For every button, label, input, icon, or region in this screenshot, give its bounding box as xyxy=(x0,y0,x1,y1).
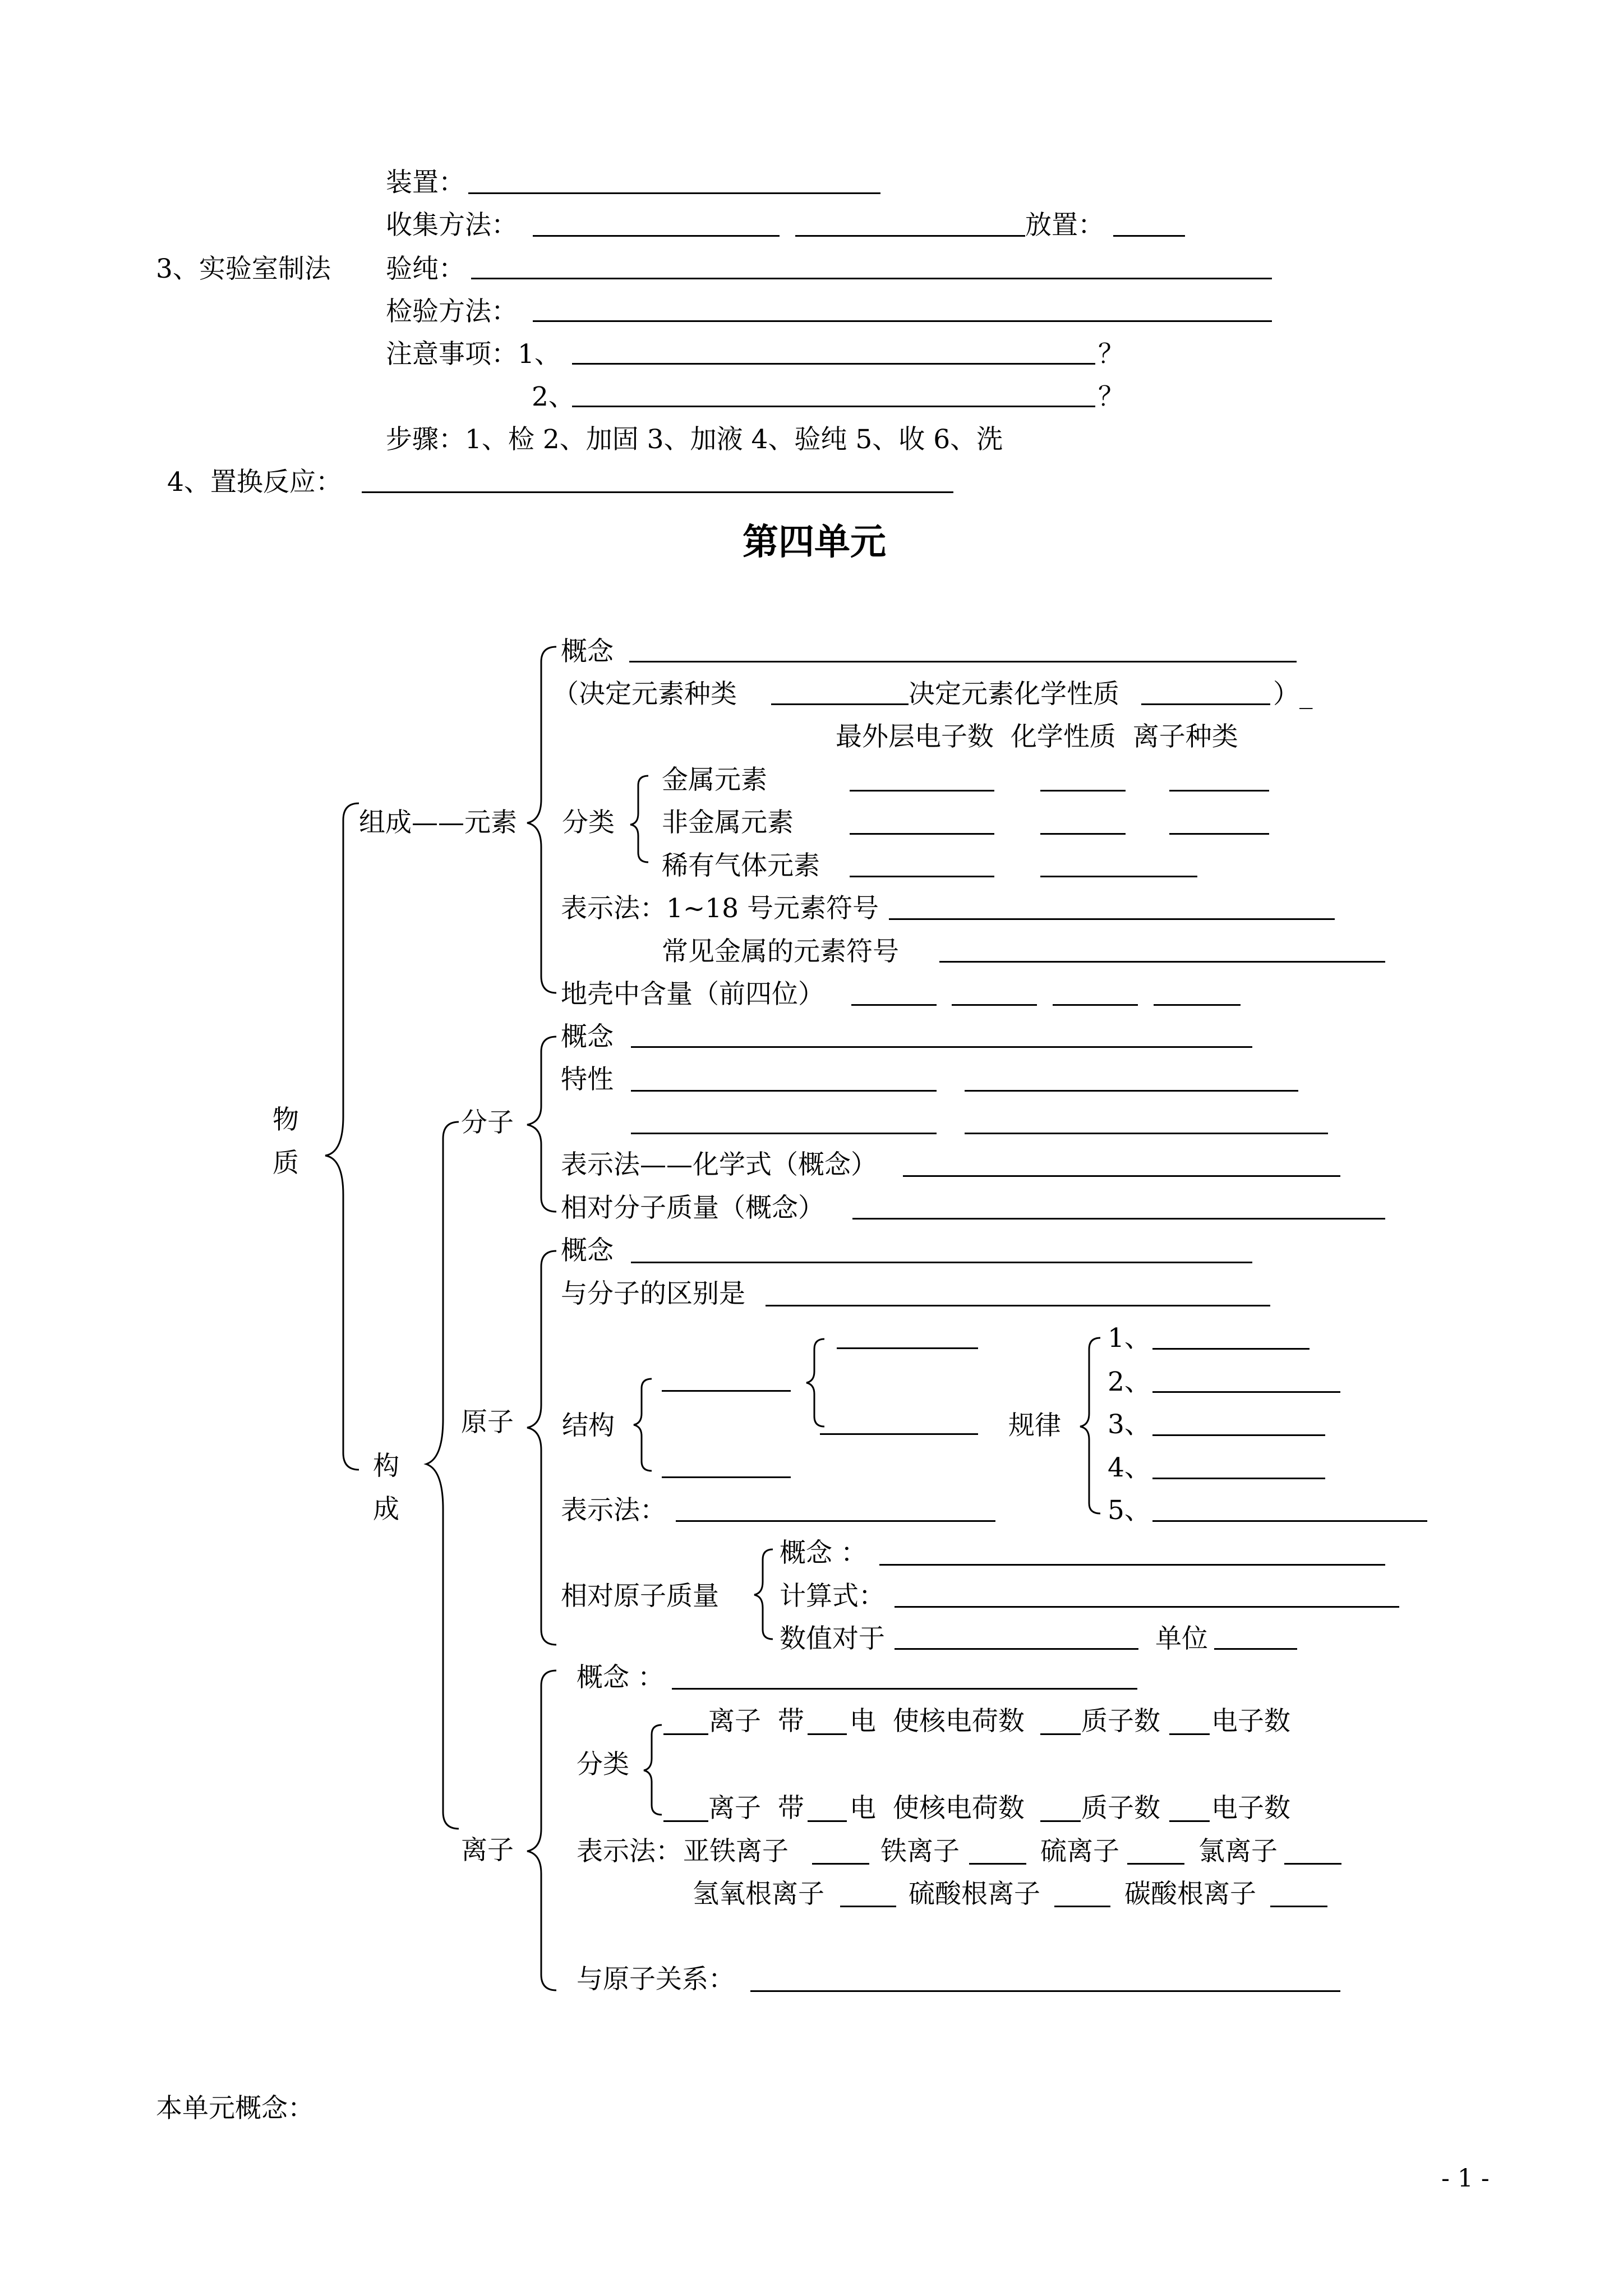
common-metal-blank[interactable] xyxy=(939,961,1385,963)
ion-atom-relation-label: 与原子关系： xyxy=(577,1964,735,1995)
composition-element-label: 组成——元素 xyxy=(359,807,517,838)
note-1-question: ？ xyxy=(1098,339,1124,370)
rule-2-blank[interactable] xyxy=(1152,1391,1340,1393)
symbols-1-18-blank[interactable] xyxy=(889,918,1335,920)
unit-concepts-label: 本单元概念： xyxy=(156,2093,314,2124)
ferrous-ion-label: 亚铁离子 xyxy=(683,1836,789,1867)
anion-compare-2-blank[interactable] xyxy=(1169,1820,1210,1822)
molecule-property-label: 特性 xyxy=(561,1064,614,1095)
cation-compare-2-blank[interactable] xyxy=(1169,1733,1210,1735)
element-chemprop-blank[interactable] xyxy=(1141,703,1270,705)
rule-3-label: 3、 xyxy=(1108,1409,1151,1440)
brace-element-class xyxy=(630,776,648,862)
hydroxide-ion-blank[interactable] xyxy=(840,1906,896,1907)
material-char-1: 物 xyxy=(273,1105,299,1135)
rule-4-blank[interactable] xyxy=(1152,1478,1325,1479)
rule-3-blank[interactable] xyxy=(1152,1434,1325,1436)
crust-blank-3[interactable] xyxy=(1053,1004,1138,1006)
sulfide-ion-label: 硫离子 xyxy=(1040,1836,1119,1867)
molecule-notation-label: 表示法——化学式（概念） xyxy=(561,1149,877,1180)
relative-atomic-mass-label: 相对原子质量 xyxy=(561,1581,719,1612)
element-notation-label: 表示法：1~18 号元素符号 xyxy=(561,893,879,924)
ram-formula-label: 计算式： xyxy=(780,1581,885,1612)
anion-name-blank[interactable] xyxy=(663,1820,708,1822)
molecule-concept-label: 概念 xyxy=(561,1022,614,1052)
ion-class-row2-text2: 电 使核电荷数 xyxy=(850,1793,1025,1824)
ion-classify-label: 分类 xyxy=(577,1749,629,1780)
ion-class-row1-text4: 电子数 xyxy=(1211,1706,1290,1737)
lab-preparation-label: 3、实验室制法 xyxy=(156,254,331,284)
cation-compare-1-blank[interactable] xyxy=(1040,1733,1081,1735)
ram-unit-label: 单位 xyxy=(1155,1623,1208,1654)
brace-structure xyxy=(426,1122,459,1829)
ferric-ion-label: 铁离子 xyxy=(880,1836,960,1867)
page-number: - 1 - xyxy=(1441,2164,1490,2193)
common-metal-label: 常见金属的元素符号 xyxy=(662,936,899,967)
material-char-2: 质 xyxy=(273,1148,299,1179)
atom-difference-label: 与分子的区别是 xyxy=(561,1278,745,1309)
metal-blank-1[interactable] xyxy=(850,790,994,792)
ion-atom-relation-blank[interactable] xyxy=(750,1990,1340,1992)
element-hints: 最外层电子数 化学性质 离子种类 xyxy=(836,721,1238,752)
metal-element-label: 金属元素 xyxy=(662,765,767,795)
replacement-label: 4、置换反应： xyxy=(167,467,342,498)
ion-concept-label: 概念 ： xyxy=(577,1662,664,1693)
brace-ion xyxy=(527,1671,556,1990)
element-concept-blank[interactable] xyxy=(629,661,1297,662)
sulfate-ion-label: 硫酸根离子 xyxy=(909,1879,1040,1910)
rule-4-label: 4、 xyxy=(1108,1452,1151,1483)
ram-concept-blank[interactable] xyxy=(879,1564,1385,1566)
ion-class-row2-text3: 质子数 xyxy=(1081,1793,1160,1824)
relative-molecular-mass-label: 相对分子质量（概念） xyxy=(561,1193,824,1223)
ram-value-blank[interactable] xyxy=(895,1648,1138,1650)
element-concept-label: 概念 xyxy=(561,636,614,667)
steps-text: 步骤：1、检 2、加固 3、加液 4、验纯 5、收 6、洗 xyxy=(386,424,1003,455)
ion-label: 离子 xyxy=(461,1835,514,1866)
brace-molecule xyxy=(527,1037,556,1212)
element-decide-open: （决定元素种类 xyxy=(552,679,737,710)
note-2-number: 2、 xyxy=(532,381,575,412)
atom-rule-label: 规律 xyxy=(1008,1410,1061,1441)
molecule-property-blank-3[interactable] xyxy=(631,1133,937,1134)
noble-blank-2[interactable] xyxy=(1040,876,1197,877)
collect-label: 收集方法： xyxy=(386,210,518,241)
molecule-notation-blank[interactable] xyxy=(903,1175,1340,1177)
cation-charge-blank[interactable] xyxy=(808,1733,847,1735)
brace-atom xyxy=(527,1251,556,1645)
place-label: 放置： xyxy=(1025,210,1104,241)
brace-atom-structure xyxy=(634,1379,652,1471)
nucleus-part-2-blank[interactable] xyxy=(820,1433,978,1435)
atom-difference-blank[interactable] xyxy=(766,1305,1270,1306)
molecule-property-blank-4[interactable] xyxy=(965,1133,1328,1134)
device-label: 装置： xyxy=(386,167,465,198)
nonmetal-blank-3[interactable] xyxy=(1169,833,1269,835)
element-classify-label: 分类 xyxy=(562,807,615,838)
metal-blank-3[interactable] xyxy=(1169,790,1269,792)
molecule-property-blank-1[interactable] xyxy=(631,1090,937,1092)
notes-label: 注意事项：1、 xyxy=(386,339,561,370)
chloride-ion-label: 氯离子 xyxy=(1198,1836,1278,1867)
crust-blank-2[interactable] xyxy=(952,1004,1037,1006)
atom-notation-label: 表示法： xyxy=(561,1495,666,1526)
molecule-concept-blank[interactable] xyxy=(631,1046,1252,1048)
brace-material xyxy=(325,803,359,1470)
ion-class-row1-text2: 电 使核电荷数 xyxy=(850,1706,1025,1737)
ram-formula-blank[interactable] xyxy=(895,1606,1399,1608)
ion-class-row1-text3: 质子数 xyxy=(1081,1706,1160,1737)
crust-blank-1[interactable] xyxy=(851,1004,937,1006)
nonmetal-blank-1[interactable] xyxy=(850,833,994,835)
nonmetal-element-label: 非金属元素 xyxy=(662,807,794,838)
atom-notation-blank[interactable] xyxy=(676,1520,995,1522)
hydroxide-ion-label: 氢氧根离子 xyxy=(693,1879,824,1910)
ion-concept-blank[interactable] xyxy=(672,1688,1137,1690)
carbonate-ion-blank[interactable] xyxy=(1270,1906,1327,1907)
sulfide-ion-blank[interactable] xyxy=(1127,1863,1184,1865)
rule-1-label: 1、 xyxy=(1108,1323,1151,1354)
element-decide-mid: 决定元素化学性质 xyxy=(909,679,1119,710)
nucleus-part-1-blank[interactable] xyxy=(837,1347,978,1349)
ion-notation-label: 表示法： xyxy=(577,1836,682,1867)
atom-label: 原子 xyxy=(461,1407,514,1438)
noble-blank-1[interactable] xyxy=(850,876,994,877)
note-2-question: ？ xyxy=(1098,381,1124,412)
nucleus-blank[interactable] xyxy=(662,1390,791,1392)
ion-class-row1-text1: 离子 带 xyxy=(708,1706,804,1737)
rule-5-label: 5、 xyxy=(1108,1495,1151,1526)
ram-concept-label: 概念 ： xyxy=(780,1538,867,1568)
sulfate-ion-blank[interactable] xyxy=(1054,1906,1110,1907)
metal-blank-2[interactable] xyxy=(1040,790,1126,792)
atom-structure-label: 结构 xyxy=(562,1410,615,1441)
purity-label: 验纯： xyxy=(386,254,465,284)
chloride-ion-blank[interactable] xyxy=(1284,1863,1341,1865)
unit-title: 第四单元 xyxy=(743,521,886,563)
ram-unit-blank[interactable] xyxy=(1214,1648,1297,1650)
crust-content-label: 地壳中含量（前四位） xyxy=(561,979,824,1010)
crust-blank-4[interactable] xyxy=(1154,1004,1241,1006)
cation-name-blank[interactable] xyxy=(663,1733,708,1735)
anion-compare-1-blank[interactable] xyxy=(1040,1820,1081,1822)
noble-gas-element-label: 稀有气体元素 xyxy=(662,850,820,881)
ferric-ion-blank[interactable] xyxy=(969,1863,1026,1865)
molecule-label: 分子 xyxy=(461,1107,514,1138)
element-decide-close: ）_ xyxy=(1273,679,1313,710)
element-kind-blank[interactable] xyxy=(771,703,909,705)
nonmetal-blank-2[interactable] xyxy=(1040,833,1126,835)
rule-1-blank[interactable] xyxy=(1152,1348,1310,1350)
rule-5-blank[interactable] xyxy=(1152,1520,1427,1522)
molecule-property-blank-2[interactable] xyxy=(965,1090,1298,1092)
atom-concept-blank[interactable] xyxy=(631,1262,1252,1263)
structure-char-2: 成 xyxy=(373,1494,399,1525)
brace-relative-atomic-mass xyxy=(754,1549,773,1639)
ferrous-ion-blank[interactable] xyxy=(812,1863,869,1865)
atom-concept-label: 概念 xyxy=(561,1235,614,1266)
carbonate-ion-label: 碳酸根离子 xyxy=(1124,1879,1256,1910)
structure-char-1: 构 xyxy=(373,1451,399,1481)
ram-value-label: 数值对于 xyxy=(780,1623,885,1654)
ion-class-row2-text1: 离子 带 xyxy=(708,1793,804,1824)
test-method-label: 检验方法： xyxy=(386,296,518,327)
anion-charge-blank[interactable] xyxy=(808,1820,847,1822)
brace-nucleus xyxy=(806,1339,824,1427)
electron-blank[interactable] xyxy=(662,1476,791,1478)
rule-2-label: 2、 xyxy=(1108,1366,1151,1397)
ion-class-row2-text4: 电子数 xyxy=(1211,1793,1290,1824)
brace-rules xyxy=(1080,1338,1100,1513)
brace-ion-class xyxy=(644,1725,662,1815)
relative-molecular-mass-blank[interactable] xyxy=(852,1218,1385,1220)
